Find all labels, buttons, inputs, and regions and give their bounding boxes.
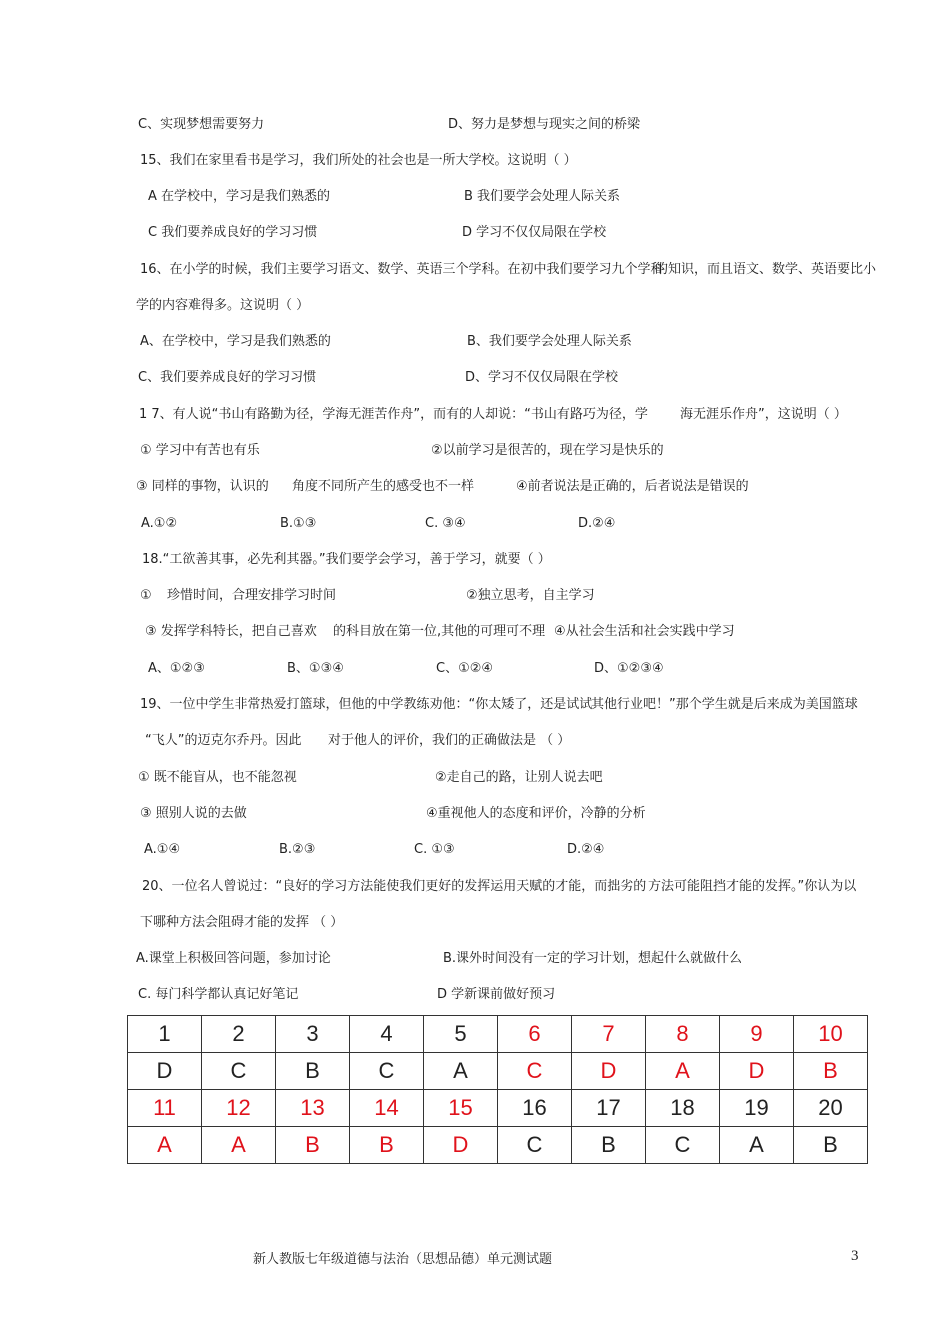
text-line: B 我们要学会处理人际关系 [464,189,621,204]
text-line: D 学新课前做好预习 [437,987,556,1002]
text-line: A.①② [141,516,178,531]
text-line: B、我们要学会处理人际关系 [467,334,632,349]
answer-cell: B [276,1053,350,1090]
answer-cell: A [202,1127,276,1164]
text-line: 19、一位中学生非常热爱打篮球，但他的中学教练劝他：“你太矮了，还是试试 [140,697,593,712]
answer-cell: 10 [794,1016,868,1053]
answer-cell: 4 [350,1016,424,1053]
answer-cell: 11 [128,1090,202,1127]
text-line: 18.“工欲善其事，必先利其器。”我们要学会学习，善于学习，就要（ ） [142,552,551,567]
text-line: C、实现梦想需要努力 [138,117,265,132]
answer-cell: 14 [350,1090,424,1127]
answer-cell: 20 [794,1090,868,1127]
answer-cell: A [720,1127,794,1164]
text-line: ① 学习中有苦也有乐 [140,443,260,458]
answer-cell: 15 [424,1090,498,1127]
text-line: C、我们要养成良好的学习习惯 [138,370,317,385]
answer-cell: 7 [572,1016,646,1053]
text-line: 方法可能阻挡才能的发挥。”你认为以 [648,879,857,894]
answer-cell: D [720,1053,794,1090]
text-line: 海无涯乐作舟”，这说明（ ） [680,407,847,422]
text-line: ④前者说法是正确的，后者说法是错误的 [516,479,749,494]
text-line: D、努力是梦想与现实之间的桥梁 [448,117,641,132]
text-line: D、①②③④ [594,661,664,676]
answer-cell: B [572,1127,646,1164]
answer-row [128,1090,868,1127]
text-line: C 我们要养成良好的学习习惯 [148,225,318,240]
text-line: 的知识，而且语文、数学、英语要比小 [655,262,877,277]
answer-cell: C [498,1053,572,1090]
text-line: 下哪种方法会阻碍才能的发挥 （ ） [140,915,344,930]
text-line: 15、我们在家里看书是学习，我们所处的社会也是一所大学校。这说明（ ） [140,153,577,168]
answer-cell: C [350,1053,424,1090]
answer-cell: 5 [424,1016,498,1053]
text-line: ④从社会生活和社会实践中学习 [554,624,735,639]
text-line: B.①③ [280,516,317,531]
answer-cell: D [424,1127,498,1164]
answer-cell: B [794,1127,868,1164]
text-line: A 在学校中，学习是我们熟悉的 [148,189,331,204]
answer-cell: 12 [202,1090,276,1127]
text-line: ③ 照别人说的去做 [140,806,247,821]
answer-cell: C [202,1053,276,1090]
answer-cell: 18 [646,1090,720,1127]
answer-cell: 13 [276,1090,350,1127]
text-line: ④重视他人的态度和评价，冷静的分析 [426,806,646,821]
text-line: 对于他人的评价，我们的正确做法是 （ ） [328,733,571,748]
text-line: A.课堂上积极回答问题，参加讨论 [136,951,331,966]
text-line: 其他行业吧！”那个学生就是后来成为美国篮球 [591,697,858,712]
text-line: C. ③④ [425,516,466,531]
answer-cell: A [424,1053,498,1090]
answer-row [128,1127,868,1164]
answer-cell: 3 [276,1016,350,1053]
text-line: D 学习不仅仅局限在学校 [462,225,607,240]
page-number: 3 [851,1248,859,1264]
answer-cell: 8 [646,1016,720,1053]
answer-cell: 16 [498,1090,572,1127]
answer-cell: B [350,1127,424,1164]
text-line: B.课外时间没有一定的学习计划，想起什么就做什么 [443,951,743,966]
answer-cell: C [646,1127,720,1164]
text-line: D.②④ [567,842,605,857]
answer-cell: D [128,1053,202,1090]
text-line: C. 每门科学都认真记好笔记 [138,987,299,1002]
answer-cell: 19 [720,1090,794,1127]
text-line: 的科目放在第一位,其他的可理可不理 [333,624,546,639]
answer-cell: B [794,1053,868,1090]
text-line: ②独立思考，自主学习 [466,588,595,603]
text-line: ① [140,588,152,603]
text-line: C. ①③ [414,842,455,857]
answer-cell: 1 [128,1016,202,1053]
text-line: ②以前学习是很苦的，现在学习是快乐的 [431,443,664,458]
answer-cell: 6 [498,1016,572,1053]
answer-cell: B [276,1127,350,1164]
answer-row [128,1053,868,1090]
answer-cell: A [646,1053,720,1090]
text-line: B、①③④ [287,661,344,676]
answer-cell: 2 [202,1016,276,1053]
text-line: 学的内容难得多。这说明（ ） [136,298,310,313]
answer-cell: C [498,1127,572,1164]
answer-cell: 17 [572,1090,646,1127]
text-line: 16、在小学的时候，我们主要学习语文、数学、英语三个学科。在初中我们要学习九个学科 [140,262,664,277]
text-line: C、①②④ [436,661,494,676]
text-line: D、学习不仅仅局限在学校 [465,370,619,385]
answer-cell: 9 [720,1016,794,1053]
answer-cell: A [128,1127,202,1164]
text-line: 1 7、有人说“书山有路勤为径，学海无涯苦作舟”，而有的人却说：“书山有路巧为径，学 [139,407,648,422]
text-line: ① 既不能盲从，也不能忽视 [138,770,297,785]
text-line: ③ 同样的事物，认识的 [136,479,269,494]
text-line: “飞人”的迈克尔乔丹。因此 [145,733,302,748]
text-line: ③ 发挥学科特长，把自己喜欢 [145,624,317,639]
text-line: A.①④ [144,842,181,857]
answer-cell: D [572,1053,646,1090]
text-line: A、①②③ [148,661,205,676]
text-line: D.②④ [578,516,616,531]
text-line: ②走自己的路，让别人说去吧 [435,770,603,785]
answer-table [127,1015,868,1164]
text-line: B.②③ [279,842,316,857]
text-line: 珍惜时间，合理安排学习时间 [167,588,337,603]
text-line: 角度不同所产生的感受也不一样 [292,479,475,494]
page-footer-title: 新人教版七年级道德与法治（思想品德）单元测试题 [253,1252,553,1267]
answer-row [128,1016,868,1053]
text-line: 20、一位名人曾说过：“良好的学习方法能使我们更好的发挥运用天赋的才能，而拙劣的 [142,879,647,894]
text-line: A、在学校中，学习是我们熟悉的 [140,334,331,349]
